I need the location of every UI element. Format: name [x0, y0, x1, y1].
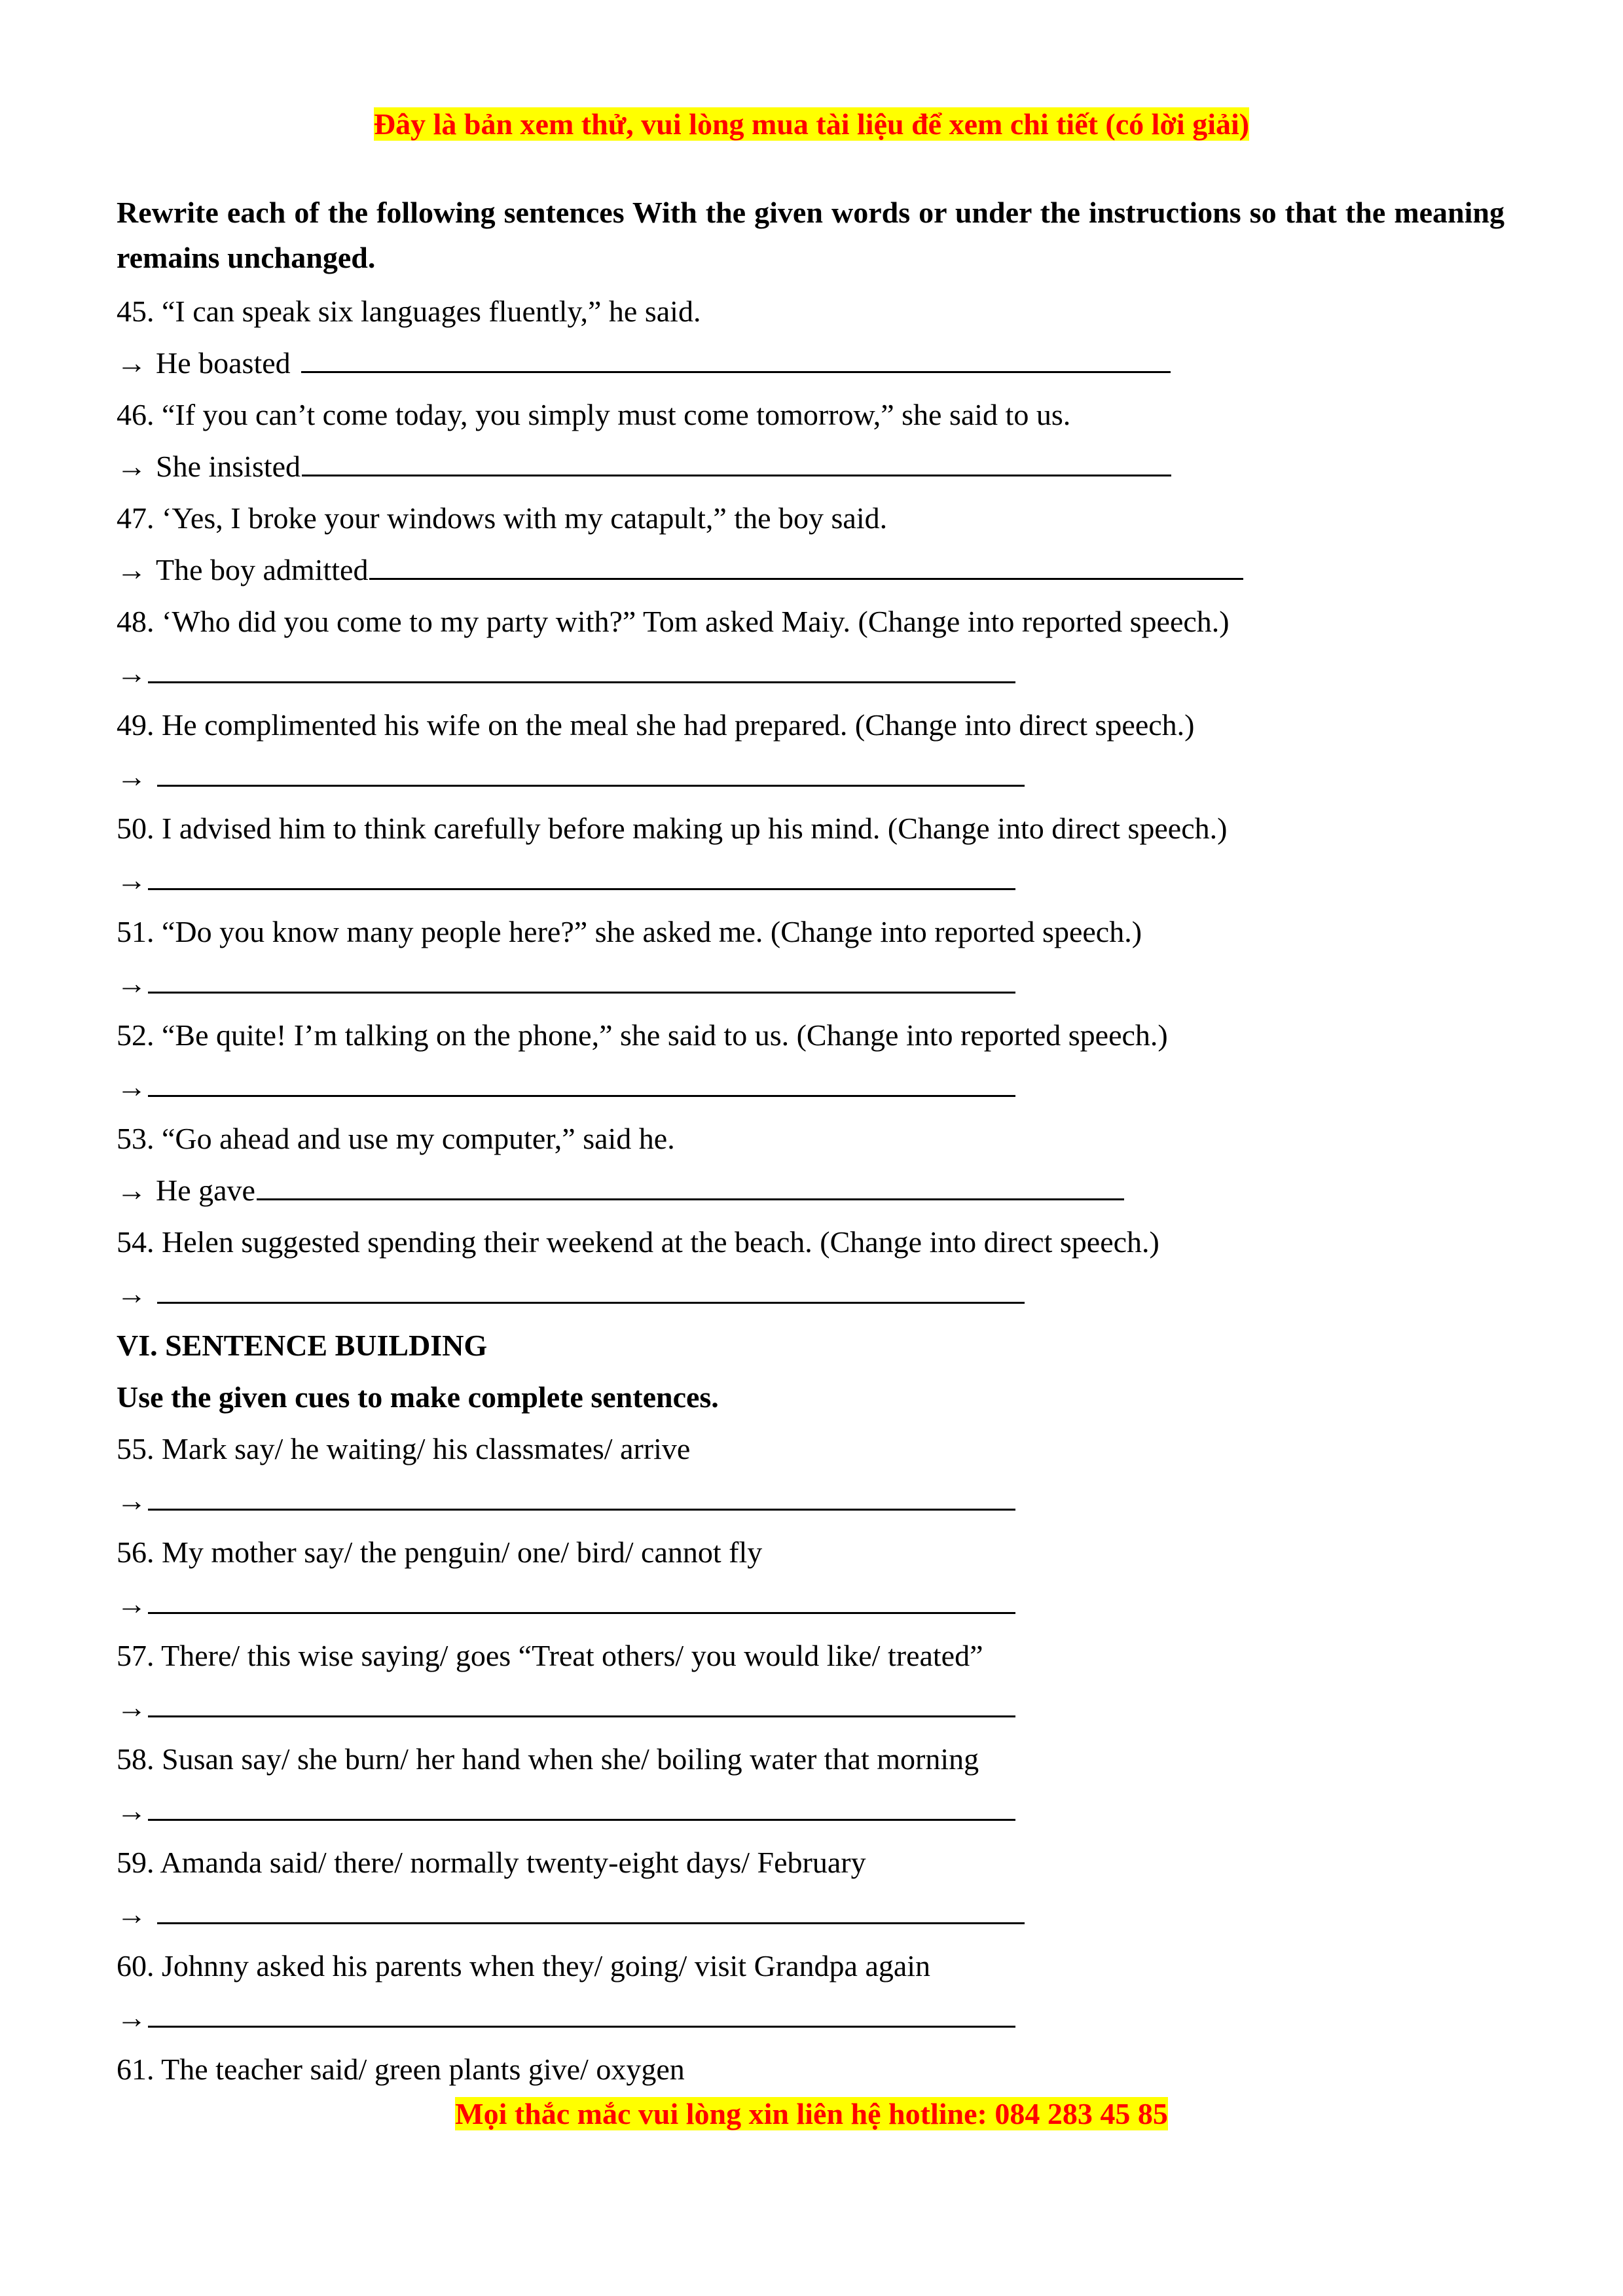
- answer-line-49: [117, 751, 1504, 802]
- section-instruction: Use the given cues to make complete sentences.: [117, 1380, 719, 1414]
- answer-line-54: [117, 1268, 1504, 1319]
- answer-line-51: [117, 958, 1504, 1009]
- question-54: 54. Helen suggested spending their weekend at the beach. (Change into direct speech.): [117, 1225, 1159, 1259]
- answer-line-55: [117, 1475, 1504, 1526]
- answer-blank-51[interactable]: [148, 967, 1015, 994]
- question-49: 49. He complimented his wife on the meal she had prepared. (Change into direct speech.): [117, 708, 1195, 742]
- answer-line-53: [117, 1164, 1504, 1216]
- question-51: 51. “Do you know many people here?” she asked me. (Change into reported speech.): [117, 915, 1142, 948]
- answer-line-52: [117, 1061, 1504, 1113]
- answer-blank-45[interactable]: [301, 346, 1171, 373]
- arrow-icon: →: [117, 1794, 147, 1827]
- arrow-icon: →: [117, 1277, 147, 1310]
- question-48: 48. ‘Who did you come to my party with?” Tom asked Maiy. (Change into reported speech.): [117, 605, 1230, 638]
- answer-blank-54[interactable]: [157, 1277, 1025, 1304]
- answer-line-48: [117, 647, 1504, 699]
- answer-blank-55[interactable]: [148, 1484, 1015, 1511]
- question-45: 45. “I can speak six languages fluently,” he said.: [117, 295, 701, 328]
- answer-blank-50[interactable]: [148, 863, 1015, 890]
- question-58: 58. Susan say/ she burn/ her hand when she/ boiling water that morning: [117, 1742, 979, 1776]
- answer-blank-47[interactable]: [369, 553, 1243, 580]
- arrow-icon: →: [117, 1484, 147, 1517]
- answer-line-56: [117, 1578, 1504, 1630]
- question-53: 53. “Go ahead and use my computer,” said he.: [117, 1122, 675, 1155]
- answer-prompt-46: She insisted: [156, 450, 301, 483]
- answer-blank-58[interactable]: [148, 1794, 1015, 1821]
- section-title: VI. SENTENCE BUILDING: [117, 1329, 488, 1362]
- answer-prompt-47: The boy admitted: [156, 553, 369, 586]
- rewrite-instruction: Rewrite each of the following sentences With the given words or under the instructions so that the meaning remains unchanged.: [117, 196, 1504, 274]
- question-52: 52. “Be quite! I’m talking on the phone,” she said to us. (Change into reported speech.): [117, 1018, 1168, 1052]
- arrow-icon: →: [117, 1691, 147, 1724]
- answer-blank-56[interactable]: [148, 1587, 1015, 1614]
- answer-blank-52[interactable]: [148, 1070, 1015, 1097]
- arrow-icon: →: [117, 2001, 147, 2034]
- answer-line-60: [117, 1992, 1504, 2043]
- arrow-icon: →: [117, 967, 147, 1000]
- worksheet-content: [117, 190, 1504, 2095]
- answer-blank-59[interactable]: [157, 1897, 1025, 1924]
- question-57: 57. There/ this wise saying/ goes “Treat others/ you would like/ treated”: [117, 1639, 983, 1672]
- answer-blank-48[interactable]: [148, 656, 1015, 683]
- question-61: 61. The teacher said/ green plants give/ oxygen: [117, 2053, 685, 2086]
- arrow-icon: →: [117, 1070, 147, 1103]
- answer-blank-46[interactable]: [302, 450, 1171, 476]
- question-46: 46. “If you can’t come today, you simply must come tomorrow,” she said to us.: [117, 398, 1071, 431]
- arrow-icon: →: [117, 863, 147, 897]
- answer-line-45: [117, 337, 1504, 389]
- answer-blank-53[interactable]: [257, 1174, 1124, 1200]
- question-55: 55. Mark say/ he waiting/ his classmates/ arrive: [117, 1432, 691, 1465]
- question-59: 59. Amanda said/ there/ normally twenty-eight days/ February: [117, 1846, 866, 1879]
- arrow-icon: →: [117, 553, 147, 586]
- question-56: 56. My mother say/ the penguin/ one/ bird/ cannot fly: [117, 1535, 763, 1569]
- arrow-icon: →: [117, 1174, 147, 1207]
- arrow-icon: →: [117, 656, 147, 690]
- question-47: 47. ‘Yes, I broke your windows with my catapult,” the boy said.: [117, 501, 888, 535]
- answer-prompt-45: He boasted: [156, 346, 291, 380]
- arrow-icon: →: [117, 760, 147, 793]
- answer-blank-57[interactable]: [148, 1691, 1015, 1717]
- arrow-icon: →: [117, 450, 147, 483]
- answer-blank-49[interactable]: [157, 760, 1025, 787]
- answer-blank-60[interactable]: [148, 2001, 1015, 2028]
- answer-line-57: [117, 1681, 1504, 1733]
- answer-line-50: [117, 854, 1504, 906]
- answer-line-46: [117, 440, 1504, 492]
- question-60: 60. Johnny asked his parents when they/ going/ visit Grandpa again: [117, 1949, 931, 1982]
- answer-line-59: [117, 1888, 1504, 1940]
- arrow-icon: →: [117, 346, 147, 380]
- question-50: 50. I advised him to think carefully before making up his mind. (Change into direct speech.): [117, 812, 1228, 845]
- answer-line-47: [117, 544, 1504, 596]
- preview-notice-text: Đây là bản xem thử, vui lòng mua tài liệu để xem chi tiết (có lời giải): [373, 107, 1250, 141]
- arrow-icon: →: [117, 1587, 147, 1621]
- answer-line-58: [117, 1785, 1504, 1837]
- answer-prompt-53: He gave: [156, 1174, 255, 1207]
- preview-notice-banner: [0, 105, 1623, 144]
- hotline-footer-banner: [0, 2094, 1623, 2134]
- hotline-footer-text: Mọi thắc mắc vui lòng xin liên hệ hotline: 084 283 45 85: [455, 2097, 1168, 2130]
- arrow-icon: →: [117, 1897, 147, 1931]
